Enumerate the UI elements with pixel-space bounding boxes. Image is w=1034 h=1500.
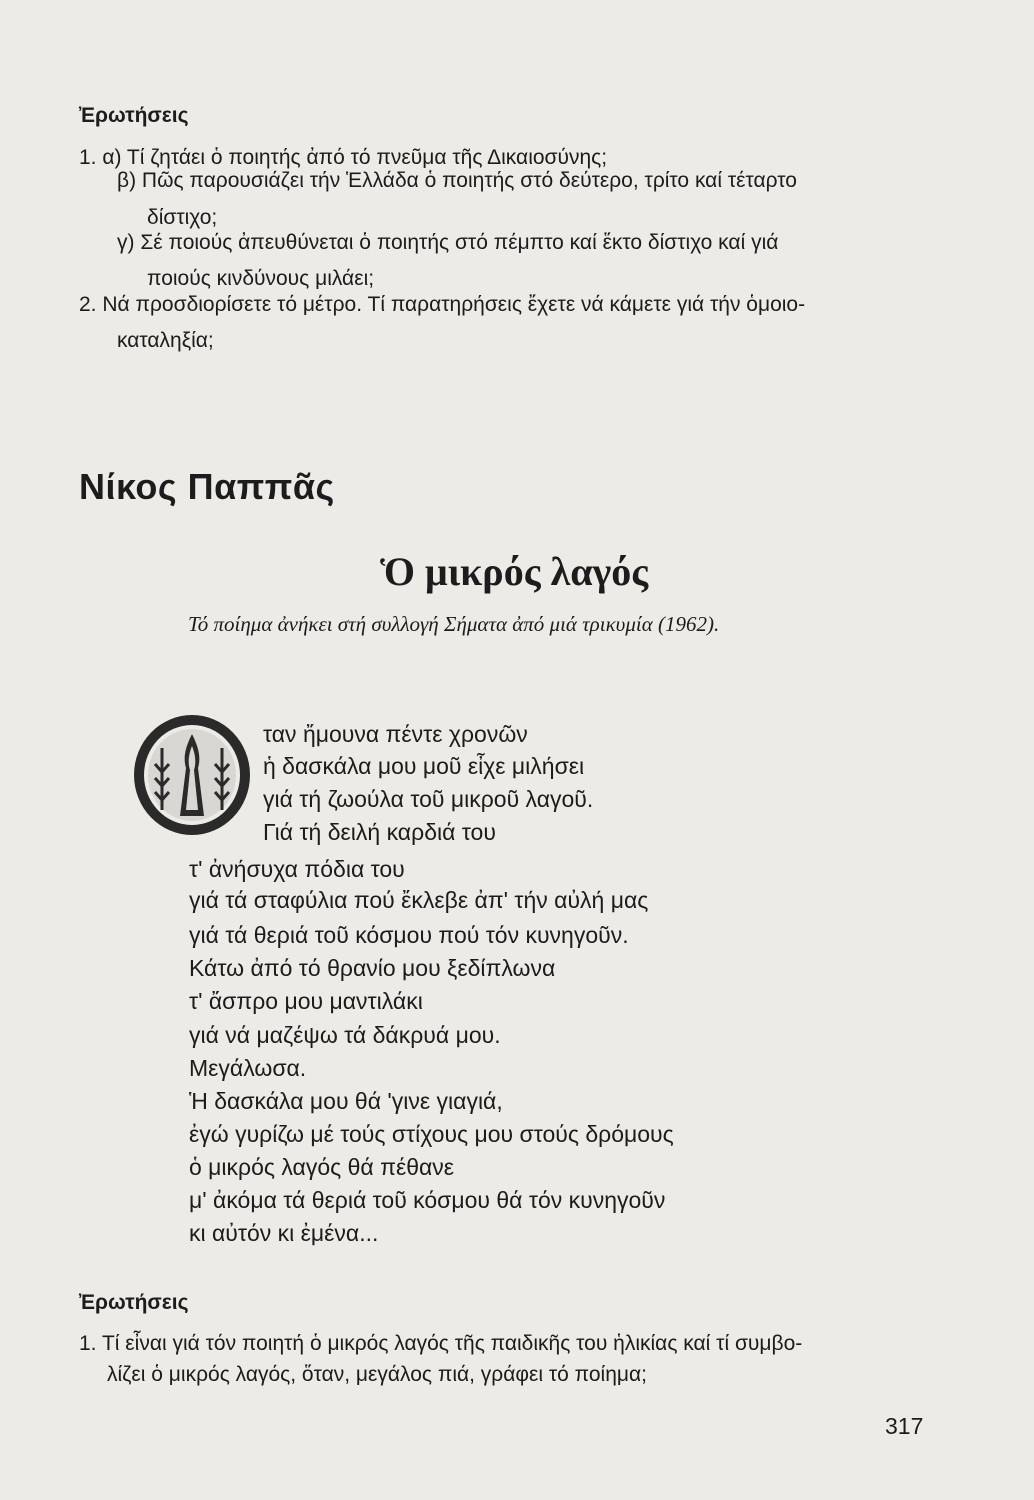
poem-line: Ἡ δασκάλα μου θά 'γινε γιαγιά, bbox=[189, 1088, 503, 1114]
poem-line: Μεγάλωσα. bbox=[189, 1055, 307, 1081]
question-line: 2. Νά προσδιορίσετε τό μέτρο. Τί παρατηρήσεις ἔχετε νά κάμετε γιά τήν ὁμοιο- bbox=[79, 293, 806, 316]
question-line: δίστιχο; bbox=[147, 206, 218, 229]
poem-line: ἡ δασκάλα μου μοῦ εἶχε μιλήσει bbox=[263, 753, 585, 779]
question-line: β) Πῶς παρουσιάζει τήν Ἑλλάδα ὁ ποιητής στό δεύτερο, τρίτο καί τέταρτο bbox=[117, 169, 797, 192]
poem-line: Κάτω ἀπό τό θρανίο μου ξεδίπλωνα bbox=[189, 955, 556, 981]
question-line: 1. α) Τί ζητάει ὁ ποιητής ἀπό τό πνεῦμα τῆς Δικαιοσύνης; bbox=[79, 146, 608, 169]
poem-line: ταν ἤμουνα πέντε χρονῶν bbox=[263, 721, 528, 747]
question-line: καταληξία; bbox=[117, 329, 214, 352]
poem-line: γιά τά σταφύλια πού ἔκλεβε ἀπ' τήν αὐλή μας bbox=[189, 887, 649, 913]
poem-source-note: Τό ποίημα ἀνήκει στή συλλογή Σήματα ἀπό μιά τρικυμία (1962). bbox=[188, 612, 720, 636]
poem-line: Γιά τή δειλή καρδιά του bbox=[263, 819, 496, 845]
questions-heading-bottom: Ἐρωτήσεις bbox=[79, 1291, 189, 1314]
poem-line: τ' ἀνήσυχα πόδια του bbox=[189, 856, 405, 882]
poem-line: γιά τή ζωούλα τοῦ μικροῦ λαγοῦ. bbox=[263, 786, 594, 812]
question-line: 1. Τί εἶναι γιά τόν ποιητή ὁ μικρός λαγός τῆς παιδικῆς του ἡλικίας καί τί συμβο- bbox=[79, 1332, 803, 1355]
page-number: 317 bbox=[885, 1413, 924, 1439]
question-line: γ) Σέ ποιούς ἀπευθύνεται ὁ ποιητής στό πέμπτο καί ἕκτο δίστιχο καί γιά bbox=[117, 231, 779, 254]
poem-title: Ὁ μικρός λαγός bbox=[380, 549, 649, 594]
questions-heading-top: Ἐρωτήσεις bbox=[79, 104, 189, 127]
initial-emblem-icon bbox=[131, 712, 253, 838]
poem-line: γιά τά θεριά τοῦ κόσμου πού τόν κυνηγοῦν. bbox=[189, 922, 629, 948]
poem-line: ὁ μικρός λαγός θά πέθανε bbox=[189, 1154, 455, 1180]
poem-line: μ' ἀκόμα τά θεριά τοῦ κόσμου θά τόν κυνηγοῦν bbox=[189, 1187, 666, 1213]
question-line: ποιούς κινδύνους μιλάει; bbox=[147, 267, 375, 290]
author-name: Νίκος Παππᾶς bbox=[79, 466, 335, 507]
poem-line: κι αὐτόν κι ἐμένα... bbox=[189, 1220, 379, 1246]
poem-line: γιά νά μαζέψω τά δάκρυά μου. bbox=[189, 1022, 501, 1048]
question-line: λίζει ὁ μικρός λαγός, ὅταν, μεγάλος πιά, γράφει τό ποίημα; bbox=[107, 1363, 647, 1386]
poem-line: ἐγώ γυρίζω μέ τούς στίχους μου στούς δρόμους bbox=[189, 1121, 674, 1147]
poem-line: τ' ἄσπρο μου μαντιλάκι bbox=[189, 988, 423, 1014]
